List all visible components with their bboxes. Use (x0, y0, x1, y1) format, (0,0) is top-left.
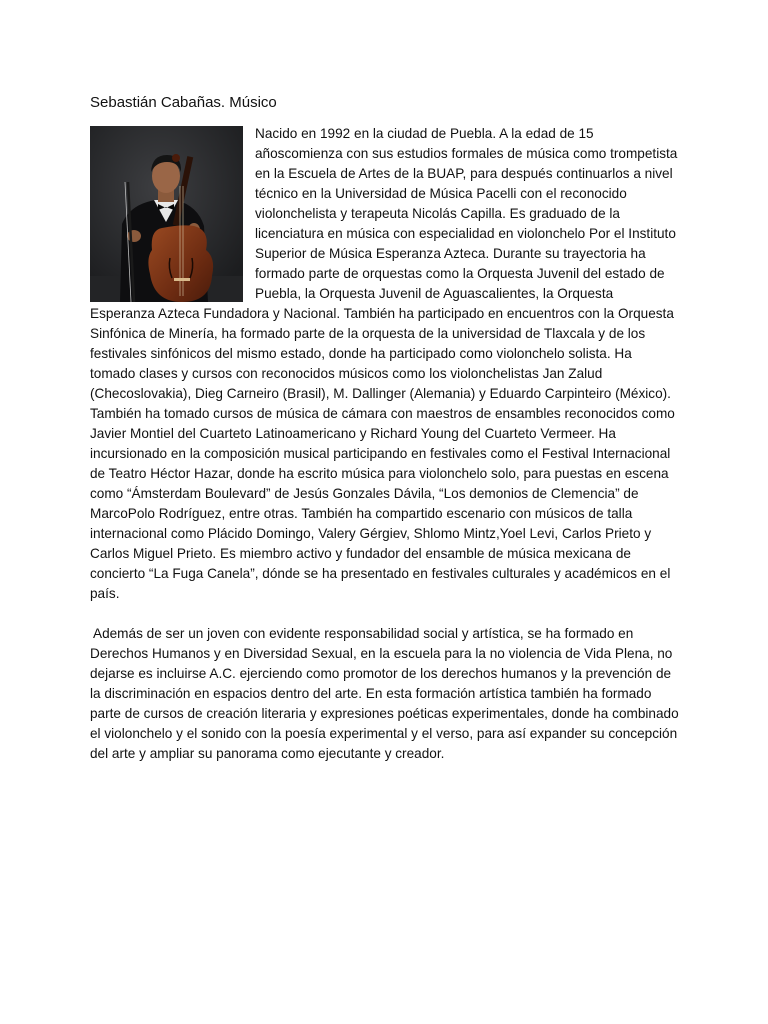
biography-paragraph-2: Además de ser un joven con evidente responsabilidad social y artística, se ha formado en Derechos Humanos y en Diversidad Sexual, en la escuela para la no violencia de Vida Plena, no dejarse es incluirse A.C. ejerciendo como promotor de los derechos humanos y la prevención de la discriminación en espacios dentro del arte. En esta formación artística también ha formado parte de cursos de creación literaria y expresiones poéticas experimentales, donde ha combinado el violonchelo y el sonido con la poesía experimental y el verso, para así expander su concepción del arte y ampliar su panorama como ejecutante y creador. (90, 626, 679, 761)
document-body (90, 124, 680, 764)
biography-paragraph-1: Nacido en 1992 en la ciudad de Puebla. A la edad de 15 añoscomienza con sus estudios formales de música como trompetista en la Escuela de Artes de la BUAP, para después continuarlos a nivel técnico en la Universidad de Música Pacelli con el reconocido violonchelista y terapeuta Nicolás Capilla. Es graduado de la licenciatura en música con especialidad en violonchelo Por el Instituto Superior de Música Esperanza Azteca. Durante su trayectoria ha formado parte de orquestas como la Orquesta Juvenil del estado de Puebla, la Orquesta Juvenil de Aguascalientes, la Orquesta Esperanza Azteca Fundadora y Nacional. También ha participado en encuentros con la Orquesta Sinfónica de Minería, ha formado parte de la orquesta de la universidad de Tlaxcala y de los festivales sinfónicos del mismo estado, donde ha participado como violonchelo solista. Ha tomado clases y cursos con reconocidos músicos como los violonchelistas Jan Zalud (Checoslovakia), Dieg Carneiro (Brasil), M. Dallinger (Alemania) y Eduardo Carpinteiro (México). También ha tomado cursos de música de cámara con maestros de ensambles reconocidos como Javier Montiel del Cuarteto Latinoamericano y Richard Young del Cuarteto Vermeer. Ha incursionado en la composición musical participando en festivales como el Festival Internacional de Teatro Héctor Hazar, donde ha escrito música para violonchelo solo, para puestas en escena como “Ámsterdam Boulevard” de Jesús Gonzales Dávila, “Los demonios de Clemencia” de MarcoPolo Rodríguez, entre otras. También ha compartido escenario con músicos de talla internacional como Plácido Domingo, Valery Gérgiev, Shlomo Mintz,Yoel Levi, Carlos Prieto y Carlos Miguel Prieto. Es miembro activo y fundador del ensamble de música mexicana de concierto “La Fuga Canela”, dónde se ha presentado en festivales culturales y académicos en el país. (90, 126, 678, 601)
cellist-portrait-icon (90, 126, 243, 302)
document-title: Sebastián Cabañas. Músico (90, 94, 277, 111)
